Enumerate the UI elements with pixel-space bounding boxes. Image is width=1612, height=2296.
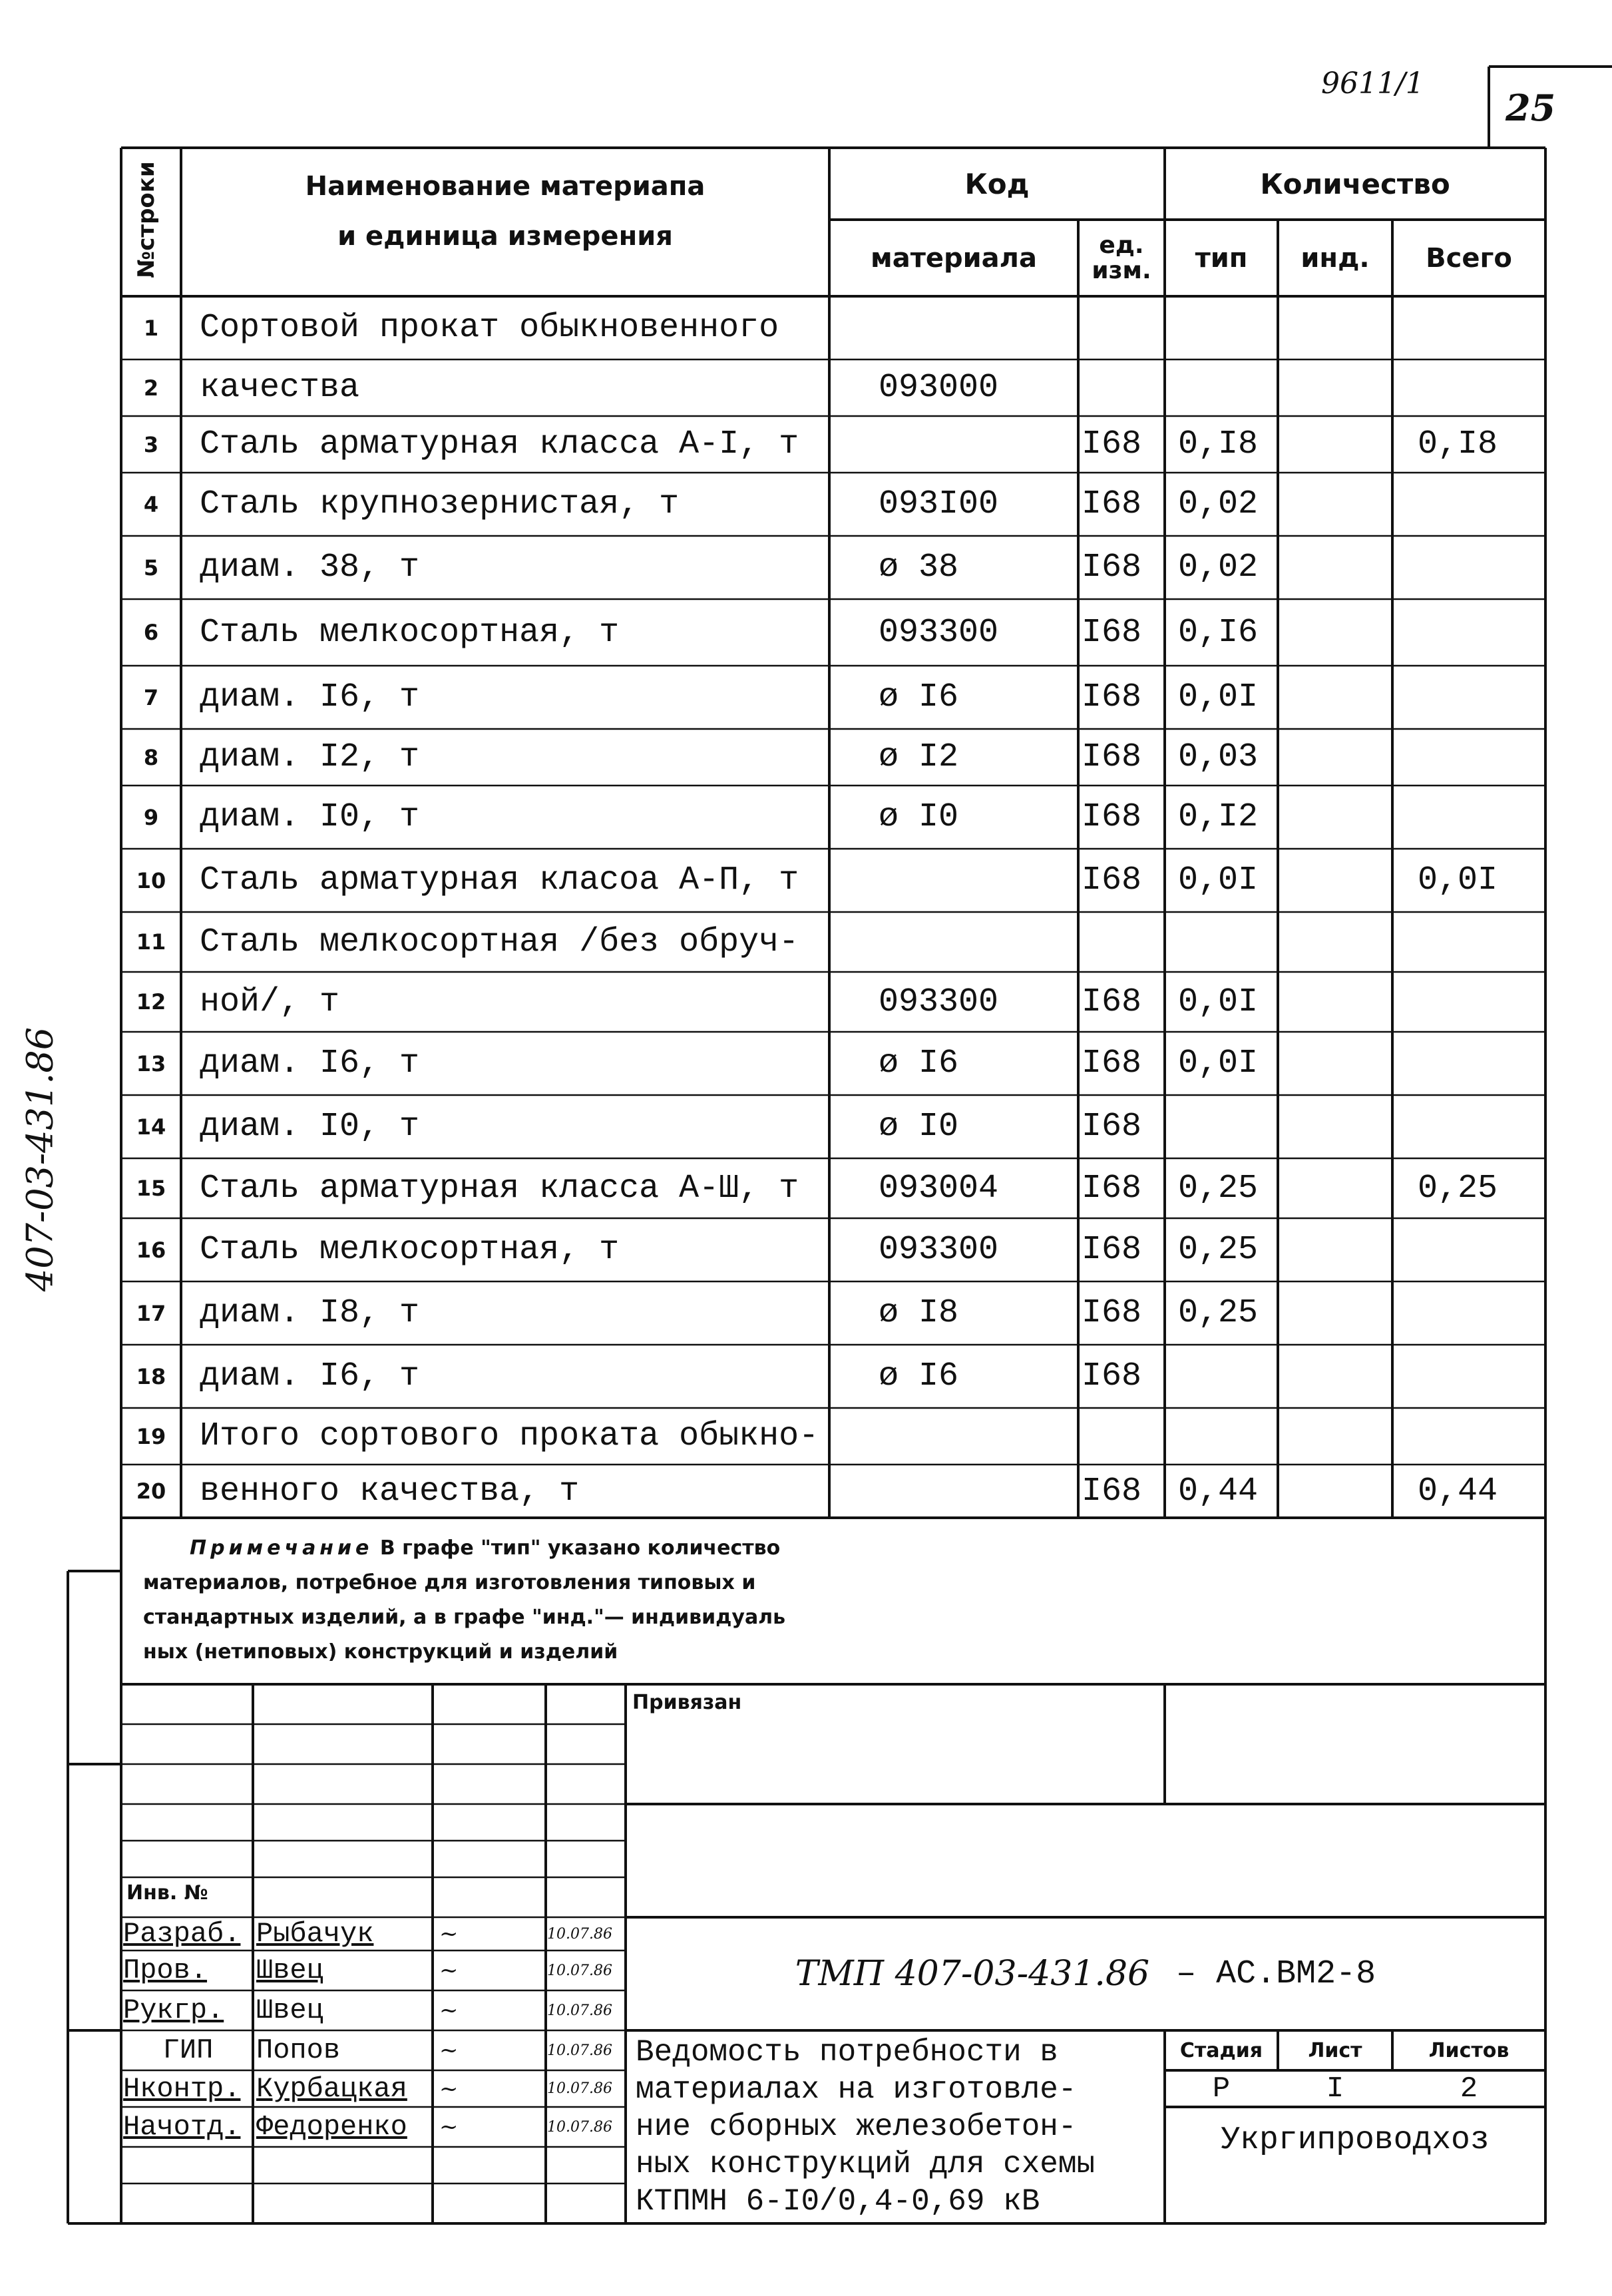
material-code: ø I0 (879, 798, 959, 836)
signature-mark: ~ (439, 2037, 459, 2064)
unit-code: I68 (1082, 1108, 1142, 1146)
material-code: ø I0 (879, 1108, 959, 1146)
unit-code: I68 (1082, 425, 1142, 463)
signature-name: Рыбачук (256, 1918, 374, 1950)
header-name-line2: и единица измерения (337, 221, 673, 252)
unit-code: I68 (1082, 485, 1142, 523)
unit-code: I68 (1082, 798, 1142, 836)
header-qty-group: Количество (1260, 167, 1450, 200)
sheet-value: I (1326, 2072, 1344, 2106)
quantity-type: 0,0I (1178, 983, 1259, 1021)
unit-code: I68 (1082, 1169, 1142, 1208)
signature-name: Курбацкая (256, 2072, 407, 2105)
material-name: качества (200, 369, 360, 407)
material-name: диам. I8, т (200, 1294, 420, 1332)
signature-role: Разраб. (123, 1918, 241, 1950)
stage-value: Р (1212, 2072, 1231, 2106)
material-name: Сталь арматурная класса А-I, т (200, 425, 799, 463)
sheet-number-corner: 25 (1506, 87, 1556, 129)
unit-code: I68 (1082, 1044, 1142, 1082)
signature-role: Начотд. (123, 2111, 241, 2143)
document-title-line: КТПМН 6-I0/0,4-0,69 кВ (636, 2184, 1040, 2219)
signature-mark: ~ (439, 1957, 459, 1984)
material-name: Сталь мелкосортная, т (200, 613, 620, 652)
quantity-total: 0,0I (1418, 861, 1498, 899)
row-number: 16 (136, 1237, 166, 1263)
material-name: ной/, т (200, 983, 340, 1021)
material-name: диам. 38, т (200, 549, 420, 586)
row-number: 19 (136, 1423, 166, 1449)
material-code: 093004 (879, 1169, 999, 1208)
note-block (143, 1531, 1275, 1670)
note-line-4: ных (нетиповых) конструкций и изделий (143, 1640, 618, 1664)
unit-code: I68 (1082, 1472, 1142, 1510)
signature-name: Попов (256, 2034, 341, 2066)
document-designation (626, 1917, 1545, 2030)
signature-mark: ~ (439, 1921, 459, 1947)
privyazan-label: Привязан (632, 1691, 742, 1714)
quantity-type: 0,I6 (1178, 613, 1259, 652)
document-suffix: – АС.ВМ2-8 (1176, 1954, 1376, 1993)
signature-role: Нконтр. (123, 2072, 241, 2105)
material-code: 093000 (879, 369, 999, 407)
signature-name: Федоренко (256, 2111, 407, 2143)
archive-number: 9611/1 (1321, 67, 1424, 101)
unit-code: I68 (1082, 549, 1142, 586)
sheet-label: Лист (1308, 2038, 1362, 2062)
unit-code: I68 (1082, 983, 1142, 1021)
row-number: 20 (136, 1479, 166, 1504)
material-code: 093300 (879, 1231, 999, 1269)
row-number: 15 (136, 1176, 166, 1201)
material-name: Сталь арматурная класса А-Ш, т (200, 1169, 799, 1208)
quantity-type: 0,I2 (1178, 798, 1259, 836)
header-code-material: материала (871, 242, 1037, 274)
signature-mark: ~ (439, 2075, 459, 2102)
note-line-2: материалов, потребное для изготовления типовых и (143, 1571, 756, 1594)
material-name: диам. I0, т (200, 1108, 420, 1146)
header-qty-total: Всего (1426, 242, 1512, 274)
material-name: Итого сортового проката обыкно- (200, 1417, 819, 1455)
quantity-total: 0,25 (1418, 1169, 1498, 1208)
row-number: 6 (143, 620, 159, 645)
signature-date: 10.07.86 (547, 1925, 612, 1943)
note-title: Примечание (190, 1536, 373, 1560)
row-number: 5 (143, 555, 159, 580)
stage-label: Стадия (1179, 2038, 1263, 2062)
material-name: Сталь мелкосортная, т (200, 1231, 620, 1269)
quantity-type: 0,03 (1178, 738, 1259, 776)
signature-mark: ~ (439, 2114, 459, 2140)
signature-date: 10.07.86 (547, 2118, 612, 2136)
signature-date: 10.07.86 (547, 2080, 612, 2097)
material-name: венного качества, т (200, 1472, 580, 1510)
material-code: ø I6 (879, 678, 959, 716)
document-title-line: Ведомость потребности в (636, 2035, 1058, 2070)
signature-date: 10.07.86 (547, 2042, 612, 2059)
organization-name: Укргипроводхоз (1221, 2122, 1490, 2158)
signature-name: Швец (256, 1954, 323, 1986)
side-document-code: 407-03-431.86 (19, 1027, 61, 1292)
material-code: ø I6 (879, 1357, 959, 1395)
material-code: ø I6 (879, 1044, 959, 1082)
material-name: диам. I2, т (200, 738, 420, 776)
signature-role: Рукгр. (123, 1994, 224, 2026)
material-name: Сталь крупнозернистая, т (200, 485, 680, 523)
inventory-number-label: Инв. № (126, 1881, 208, 1905)
quantity-total: 0,I8 (1418, 425, 1498, 463)
header-code-unit: ед. изм. (1092, 231, 1151, 284)
header-qty-type: тип (1195, 242, 1248, 274)
note-line-3: стандартных изделий, а в графе "инд."— индивидуаль (143, 1606, 786, 1629)
signature-name: Швец (256, 1994, 323, 2026)
quantity-type: 0,25 (1178, 1294, 1259, 1332)
signature-date: 10.07.86 (547, 1962, 612, 1979)
quantity-type: 0,0I (1178, 678, 1259, 716)
row-number: 14 (136, 1114, 166, 1140)
material-name: диам. I6, т (200, 678, 420, 716)
document-code: ТМП 407-03-431.86 (795, 1954, 1150, 1994)
quantity-type: 0,0I (1178, 861, 1259, 899)
row-number: 12 (136, 989, 166, 1015)
header-row-number: №строки (133, 161, 160, 278)
quantity-type: 0,0I (1178, 1044, 1259, 1082)
material-name: Сталь арматурная класоа А-П, т (200, 861, 799, 899)
quantity-type: 0,25 (1178, 1169, 1259, 1208)
row-number: 9 (143, 804, 159, 830)
signature-role: ГИП (162, 2034, 214, 2066)
unit-code: I68 (1082, 1294, 1142, 1332)
material-name: диам. I0, т (200, 798, 420, 836)
material-name: Сталь мелкосортная /без обруч- (200, 923, 799, 961)
document-title-line: материалах на изготовле- (636, 2072, 1077, 2107)
unit-code: I68 (1082, 613, 1142, 652)
unit-code: I68 (1082, 738, 1142, 776)
unit-code: I68 (1082, 678, 1142, 716)
quantity-type: 0,I8 (1178, 425, 1259, 463)
quantity-type: 0,02 (1178, 549, 1259, 586)
row-number: 1 (143, 315, 159, 341)
quantity-total: 0,44 (1418, 1472, 1498, 1510)
note-line-1: В графе "тип" указано количество (379, 1536, 781, 1560)
row-number: 8 (143, 744, 159, 770)
material-code: 093I00 (879, 485, 999, 523)
row-number: 4 (143, 491, 159, 517)
signature-role: Пров. (123, 1954, 208, 1986)
material-name: диам. I6, т (200, 1357, 420, 1395)
header-code-group: Код (964, 167, 1030, 200)
unit-code: I68 (1082, 1357, 1142, 1395)
document-title-line: ние сборных железобетон- (636, 2110, 1077, 2144)
sheets-label: Листов (1428, 2038, 1510, 2062)
material-code: 093300 (879, 983, 999, 1021)
material-code: ø I2 (879, 738, 959, 776)
row-number: 10 (136, 867, 166, 893)
sheets-value: 2 (1460, 2072, 1478, 2106)
header-name-line1: Наименование материапа (305, 171, 705, 202)
row-number: 11 (136, 929, 166, 955)
material-name: диам. I6, т (200, 1044, 420, 1082)
unit-code: I68 (1082, 861, 1142, 899)
signature-date: 10.07.86 (547, 2002, 612, 2019)
unit-code: I68 (1082, 1231, 1142, 1269)
document-title (636, 2034, 1165, 2220)
material-code: ø I8 (879, 1294, 959, 1332)
material-code: ø 38 (879, 549, 959, 586)
material-code: 093300 (879, 613, 999, 652)
row-number: 18 (136, 1363, 166, 1389)
row-number: 13 (136, 1050, 166, 1076)
row-number: 7 (143, 684, 159, 710)
signature-mark: ~ (439, 1997, 459, 2024)
row-number: 3 (143, 431, 159, 457)
header-qty-ind: инд. (1301, 242, 1370, 274)
document-title-line: ных конструкций для схемы (636, 2147, 1096, 2181)
row-number: 17 (136, 1300, 166, 1326)
quantity-type: 0,25 (1178, 1231, 1259, 1269)
row-number: 2 (143, 375, 159, 401)
material-name: Сортовой прокат обыкновенного (200, 309, 779, 347)
quantity-type: 0,02 (1178, 485, 1259, 523)
quantity-type: 0,44 (1178, 1472, 1259, 1510)
